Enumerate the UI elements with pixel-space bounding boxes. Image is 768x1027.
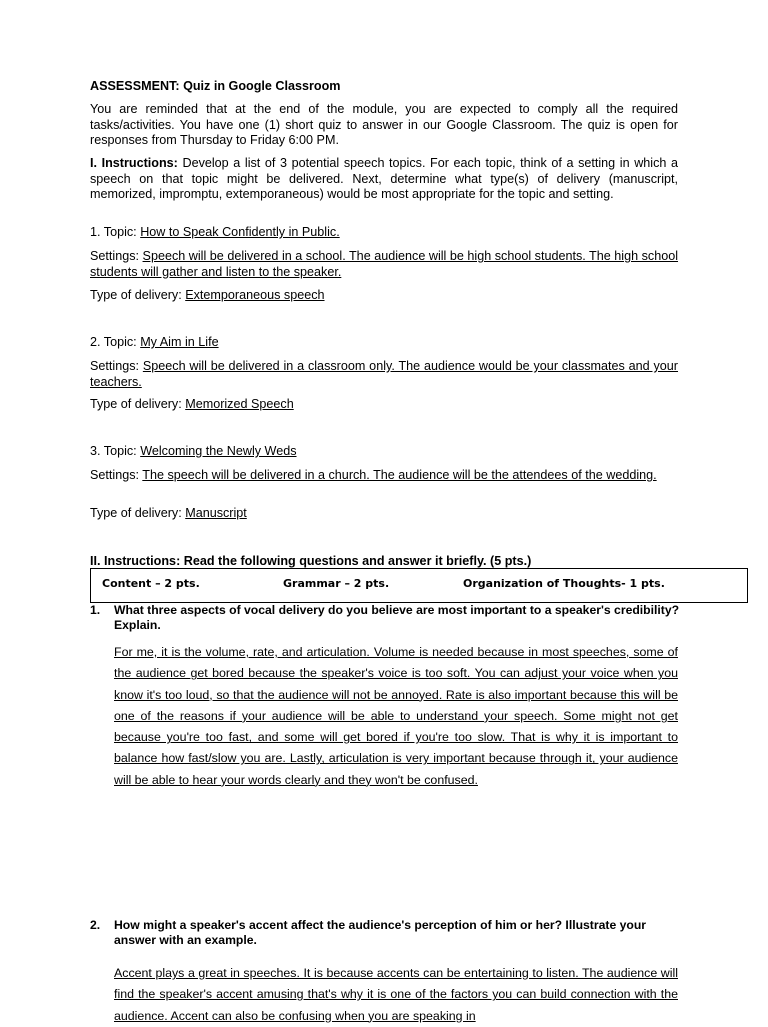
question-2-text: How might a speaker's accent affect the audience's perception of him or her? Illustrate your answer with an example. <box>114 918 647 947</box>
part1-instructions-text: Develop a list of 3 potential speech topics. For each topic, think of a setting in which a speech on that topic might be delivered. Next, determine what type(s) of delivery (manuscript, memorized, impromptu, extemporaneous) would be most appropriate for the topic and setting. <box>90 156 679 201</box>
topic-2-settings: Settings: Speech will be delivered in a classroom only. The audience would be your classmates and your teachers. <box>90 359 679 389</box>
part2-instructions: II. Instructions: Read the following questions and answer it briefly. (5 pts.) <box>90 554 532 568</box>
part1-instructions <box>90 156 678 203</box>
reminder-paragraph: You are reminded that at the end of the module, you are expected to comply all the required tasks/activities. You have one (1) short quiz to answer in our Google Classroom. The quiz is open for responses from Thursday to Friday 6:00 PM. <box>90 102 678 147</box>
topic-3-delivery: Type of delivery: Manuscript <box>90 506 247 520</box>
topic-3-settings: Settings: The speech will be delivered in a church. The audience will be the attendees of the wedding. <box>90 468 657 482</box>
topic-3: 3. Topic: Welcoming the Newly Weds <box>90 444 297 458</box>
part1-instructions-label: I. Instructions: <box>90 156 178 170</box>
topic-2: 2. Topic: My Aim in Life <box>90 335 219 349</box>
rubric-grammar: Grammar – 2 pts. <box>283 577 390 590</box>
answer-2: Accent plays a great in speeches. It is because accents can be entertaining to listen. The audience will find the speaker's accent amusing that's why it is one of the factors you can build connection with the audience. Accent can also be confusing when you are speaking in <box>114 966 678 1023</box>
rubric-table <box>90 568 748 603</box>
topic-3-title: Welcoming the Newly Weds <box>140 444 297 458</box>
question-1: 1. What three aspects of vocal delivery do you believe are most important to a speaker's credibility? Explain. <box>90 603 690 632</box>
topic-1: 1. Topic: How to Speak Confidently in Public. <box>90 225 340 239</box>
topic-1-settings: Settings: Speech will be delivered in a school. The audience will be high school students. The high school students will gather and listen to the speaker. <box>90 249 679 279</box>
topic-2-title: My Aim in Life <box>140 335 219 349</box>
rubric-content: Content – 2 pts. <box>102 577 200 590</box>
question-1-text: What three aspects of vocal delivery do you believe are most important to a speaker's credibility? Explain. <box>114 603 680 632</box>
assessment-title: ASSESSMENT: Quiz in Google Classroom <box>90 79 341 93</box>
topic-2-delivery: Type of delivery: Memorized Speech <box>90 397 294 411</box>
topic-1-title: How to Speak Confidently in Public. <box>140 225 340 239</box>
answer-1: For me, it is the volume, rate, and articulation. Volume is needed because in most speeches, some of the audience get bored because the speaker's voice is too soft. You can adjust your voice when you know it's too loud, so that the audience will not be annoyed. Rate is also important because this will be one of the reasons if your audience will be able to understand your speech. Some might not get because you're too fast, and some will get bored if you're too slow. That is why it is important to balance how fast/slow you are. Lastly, articulation is very important because through it, your audience will be able to hear your words clearly and they won't be confused. <box>114 645 678 787</box>
question-2: 2. How might a speaker's accent affect the audience's perception of him or her? Illustrate your answer with an example. <box>90 918 690 947</box>
topic-1-delivery: Type of delivery: Extemporaneous speech <box>90 288 325 302</box>
rubric-organization: Organization of Thoughts- 1 pts. <box>463 577 665 590</box>
